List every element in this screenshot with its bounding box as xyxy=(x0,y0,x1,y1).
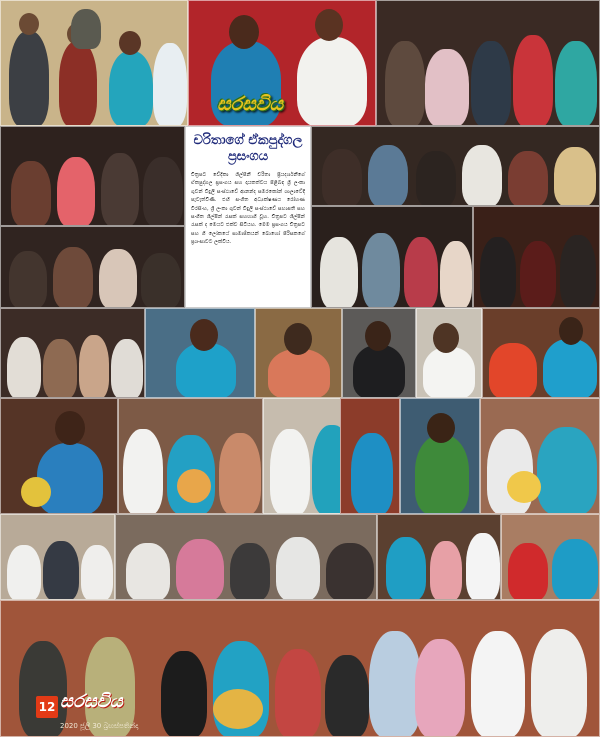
photo-speaker-orange xyxy=(255,308,342,398)
photo-group-statue xyxy=(0,0,188,126)
magazine-logo-text: සරසවිය xyxy=(216,93,284,115)
photo-singer-mic xyxy=(145,308,255,398)
page-number-badge: 12 xyxy=(36,696,58,718)
photo-audience-right xyxy=(311,126,600,206)
footer-issue-date: 2020 ජූලි 30 බ්‍රහස්පතින්දා xyxy=(60,722,139,730)
photo-audience-front xyxy=(376,0,600,126)
photo-audience-left xyxy=(0,126,185,226)
photo-audience-mic-left xyxy=(0,514,115,600)
photo-crowd-row xyxy=(0,308,145,398)
article-title: චරිතාගේ ඒකපුද්ගල ප්‍රසංගය xyxy=(193,133,303,164)
photo-audience-middle-left xyxy=(0,226,185,308)
footer-magazine-logo: සරසවිය xyxy=(60,691,123,712)
photo-flower-giving-right xyxy=(501,514,600,600)
photo-flowers-gift xyxy=(482,308,600,398)
photo-flowers-woman-left xyxy=(0,398,118,514)
photo-musicians xyxy=(473,206,600,308)
photo-flowers-blue-saree xyxy=(340,398,400,514)
article-body: චිත්‍රපට වේදිකා ශිල්පිනී චරිතා ප්‍රියදර්ශනීගේ ඒකපුද්ගල ප්‍රසංගය සහ දායකත්වය පිළිබඳ ශ්‍රී ලංකා ගුවන් විදුලි සංස්ථාවේ ආනන්ද සමරකෝන් ශාලාවේදී පැවැත්විණි. එහි සංගීත අධ්‍යක්ෂණය රෝහණ වීරසිංහ, ශ්‍රී ලංකා ගුවන් විදුලි සංස්ථාවේ සභාපති සහ සංගීත ශිල්පීන් රැසක් සහභාගි වූහ. චිත්‍රපට ශිල්පීන් රැසක් ද මෙයට එක්ව සිටියහ. මෙම ප්‍රසංගය චිත්‍රපට සහ ගී ලෝකයේ සාමාජිකයන් බොහෝ පිරිසකගේ ප්‍රශංසාවට ලක්විය. xyxy=(191,172,305,246)
photo-speaker-dark xyxy=(342,308,416,398)
photo-audience-middle-right xyxy=(311,206,473,308)
photo-flower-giving-center xyxy=(377,514,501,600)
photo-flowers-group-center xyxy=(118,398,263,514)
photo-mic-stripes xyxy=(400,398,480,514)
photo-audience-mic-center xyxy=(115,514,377,600)
photo-flowers-right xyxy=(480,398,600,514)
photo-speaker-white xyxy=(416,308,482,398)
magazine-logo-top xyxy=(190,84,310,126)
article-text-box xyxy=(185,126,311,308)
